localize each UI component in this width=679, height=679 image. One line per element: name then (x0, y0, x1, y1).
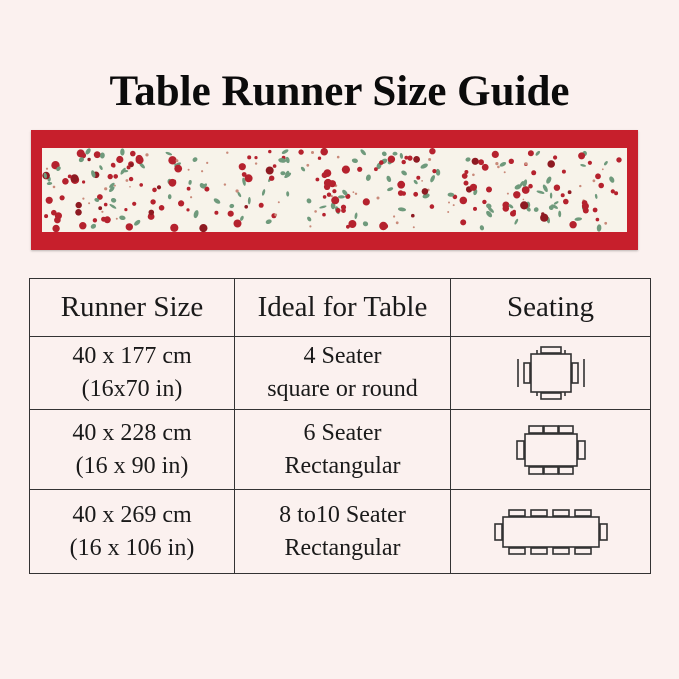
pattern-motif (331, 196, 339, 204)
pattern-motif (82, 198, 84, 200)
pattern-motif (266, 167, 274, 175)
pattern-motif (582, 203, 589, 210)
pattern-motif (224, 183, 226, 185)
table-row (30, 410, 651, 490)
pattern-motif (550, 193, 552, 199)
pattern-motif (413, 192, 418, 197)
pattern-motif (94, 151, 101, 158)
pattern-motif (540, 214, 548, 222)
table-row (30, 337, 651, 410)
pattern-motif (130, 151, 136, 157)
pattern-motif (169, 179, 177, 187)
pattern-motif (187, 187, 191, 191)
pattern-motif (87, 158, 90, 161)
pattern-motif (178, 200, 184, 206)
pattern-motif (116, 218, 118, 220)
page-title: Table Runner Size Guide (109, 68, 570, 115)
pattern-motif (79, 222, 86, 229)
pattern-motif (201, 170, 203, 172)
pattern-motif (497, 166, 500, 169)
ideal-line-2: Rectangular (284, 452, 401, 479)
pattern-motif (53, 186, 56, 189)
size-cm: 40 x 177 cm (72, 343, 192, 369)
pattern-motif (242, 172, 247, 177)
pattern-motif (341, 205, 346, 210)
pattern-motif (68, 175, 72, 179)
pattern-motif (348, 220, 356, 228)
runner-size-cell (30, 337, 235, 410)
pattern-motif (578, 152, 585, 159)
pattern-motif (206, 162, 208, 164)
pattern-motif (593, 208, 598, 213)
pattern-motif (482, 200, 486, 204)
pattern-motif (402, 160, 406, 164)
ideal-table-cell (235, 337, 451, 410)
pattern-motif (244, 205, 248, 209)
pattern-motif (413, 226, 415, 228)
pattern-motif (274, 214, 277, 217)
eight-seat-rectangular-table-icon (491, 507, 611, 557)
seating-cell (451, 490, 651, 574)
pattern-motif (478, 159, 484, 165)
pattern-motif (421, 180, 423, 182)
pattern-motif (332, 189, 336, 193)
pattern-motif (355, 193, 357, 195)
ideal-table-cell (235, 410, 451, 490)
six-seat-rectangular-table-icon (513, 422, 589, 478)
pattern-motif (176, 159, 179, 162)
pattern-motif (336, 208, 341, 213)
size-cm: 40 x 269 cm (72, 501, 192, 528)
pattern-motif (614, 191, 618, 195)
pattern-motif (430, 204, 435, 209)
pattern-motif (428, 158, 431, 161)
pattern-motif (596, 218, 600, 222)
pattern-motif (513, 191, 520, 198)
pattern-motif (170, 224, 178, 232)
pattern-motif (247, 155, 251, 159)
table-header-row (30, 279, 651, 337)
pattern-motif (126, 179, 129, 182)
pattern-motif (604, 222, 607, 225)
pattern-motif (150, 199, 155, 204)
pattern-motif (228, 211, 234, 217)
pattern-motif (149, 210, 155, 216)
pattern-motif (374, 167, 378, 171)
pattern-motif (472, 158, 479, 165)
pattern-motif (127, 165, 131, 169)
pattern-motif (393, 152, 398, 156)
pattern-motif (139, 183, 143, 187)
pattern-motif (136, 155, 143, 162)
pattern-motif (595, 173, 601, 179)
runner-size-cell (30, 490, 235, 574)
pattern-motif (553, 155, 557, 159)
pattern-motif (602, 168, 604, 170)
pattern-motif (108, 174, 113, 179)
size-in: (16 x 106 in) (69, 534, 195, 561)
pattern-motif (190, 196, 192, 198)
pattern-motif (75, 209, 82, 216)
pattern-motif (448, 202, 450, 204)
pattern-motif (269, 176, 274, 181)
pattern-motif (226, 152, 228, 154)
pattern-motif (598, 183, 604, 189)
pattern-motif (563, 199, 569, 205)
pattern-motif (429, 148, 435, 154)
pattern-motif (472, 174, 475, 177)
pattern-motif (278, 201, 280, 203)
pattern-motif (159, 205, 165, 211)
size-guide-table (29, 278, 651, 574)
pattern-motif (322, 213, 326, 217)
pattern-motif (353, 191, 355, 193)
pattern-motif (524, 162, 527, 165)
header-seating: Seating (451, 279, 651, 337)
ideal-line-2: Rectangular (284, 534, 401, 561)
pattern-motif (397, 181, 405, 189)
pattern-motif (214, 211, 218, 215)
ideal-table-cell (235, 490, 451, 574)
pattern-motif (363, 198, 370, 205)
table-row (30, 490, 651, 574)
pattern-motif (174, 165, 182, 173)
ideal-line-1: 6 Seater (303, 419, 382, 446)
pattern-motif (62, 178, 69, 185)
pattern-motif (486, 187, 492, 193)
pattern-motif (255, 162, 257, 164)
pattern-motif (259, 203, 264, 208)
pattern-motif (199, 224, 207, 232)
pattern-motif (98, 206, 102, 210)
pattern-motif (464, 181, 469, 186)
pattern-motif (168, 156, 176, 164)
pattern-motif (320, 148, 328, 156)
pattern-motif (126, 223, 133, 230)
size-in: (16 x 90 in) (75, 452, 189, 479)
four-seat-square-table-icon (515, 342, 587, 404)
pattern-motif (401, 191, 406, 196)
pattern-motif (504, 171, 506, 173)
pattern-motif (132, 202, 136, 206)
pattern-motif (280, 171, 285, 175)
pattern-motif (422, 188, 429, 195)
pattern-motif (236, 189, 239, 192)
pattern-motif (616, 157, 621, 162)
pattern-motif (129, 177, 133, 181)
pattern-motif (60, 195, 65, 200)
pattern-motif (157, 185, 161, 189)
pattern-motif (168, 194, 172, 199)
pattern-motif (470, 184, 477, 191)
pattern-motif (357, 167, 362, 172)
header-runner-size: Runner Size (30, 279, 235, 337)
pattern-motif (55, 212, 62, 219)
pattern-motif (512, 210, 516, 214)
pattern-motif (234, 220, 242, 228)
pattern-motif (152, 188, 157, 193)
pattern-motif (377, 197, 380, 200)
pattern-motif (239, 163, 246, 170)
pattern-motif (460, 219, 466, 225)
pattern-motif (337, 156, 340, 159)
pattern-motif (531, 170, 536, 175)
pattern-motif (593, 179, 596, 182)
header-ideal-for-table: Ideal for Table (235, 279, 451, 337)
pattern-motif (311, 151, 314, 154)
pattern-motif (379, 222, 387, 230)
pattern-motif (561, 193, 565, 197)
pattern-motif (298, 149, 303, 154)
pattern-motif (331, 195, 333, 197)
pattern-motif (113, 174, 118, 179)
pattern-motif (509, 159, 514, 164)
pattern-motif (129, 186, 131, 188)
pattern-motif (324, 179, 332, 187)
pattern-motif (46, 168, 48, 170)
pattern-motif (254, 156, 257, 159)
pattern-motif (82, 180, 85, 183)
ideal-line-1: 4 Seater (303, 343, 382, 369)
pattern-motif (379, 160, 384, 165)
seating-cell (451, 337, 651, 410)
pattern-motif (453, 204, 455, 206)
pattern-motif (324, 169, 332, 177)
pattern-motif (411, 214, 415, 218)
ideal-line-2: square or round (267, 376, 418, 402)
pattern-motif (407, 156, 412, 161)
floral-runner-pattern (31, 130, 638, 250)
pattern-motif (492, 151, 499, 158)
pattern-motif (464, 170, 468, 174)
pattern-motif (93, 218, 97, 222)
pattern-motif (432, 169, 436, 173)
pattern-motif (388, 156, 395, 163)
pattern-motif (44, 214, 48, 218)
pattern-motif (473, 207, 477, 211)
pattern-motif (70, 174, 78, 182)
pattern-motif (309, 225, 311, 227)
pattern-motif (523, 199, 525, 201)
pattern-motif (76, 202, 82, 208)
pattern-motif (124, 208, 127, 211)
pattern-motif (413, 156, 420, 163)
table-runner-image (31, 130, 638, 250)
pattern-motif (318, 157, 321, 160)
pattern-motif (416, 176, 420, 180)
pattern-motif (316, 178, 320, 182)
pattern-motif (460, 197, 468, 205)
pattern-motif (520, 201, 528, 209)
pattern-motif (186, 208, 189, 211)
pattern-motif (112, 164, 116, 168)
pattern-motif (104, 203, 108, 207)
pattern-motif (52, 225, 59, 232)
pattern-motif (569, 221, 576, 228)
pattern-motif (342, 166, 350, 174)
pattern-motif (104, 216, 111, 223)
pattern-motif (88, 202, 90, 204)
pattern-motif (393, 215, 395, 217)
pattern-motif (101, 211, 103, 213)
pattern-motif (314, 210, 317, 213)
pattern-motif (503, 205, 510, 212)
pattern-motif (568, 190, 572, 194)
pattern-motif (528, 150, 534, 156)
pattern-motif (507, 193, 509, 195)
pattern-motif (588, 161, 592, 165)
pattern-motif (482, 164, 489, 171)
pattern-motif (323, 195, 327, 199)
pattern-motif (562, 170, 566, 174)
pattern-motif (495, 162, 498, 165)
ideal-line-1: 8 to10 Seater (279, 501, 406, 528)
pattern-motif (104, 187, 107, 190)
pattern-motif (447, 211, 449, 213)
pattern-motif (188, 169, 190, 171)
pattern-motif (547, 160, 555, 168)
size-in: (16x70 in) (81, 376, 183, 402)
pattern-motif (579, 185, 581, 187)
pattern-motif (306, 164, 309, 167)
seating-cell (451, 410, 651, 490)
pattern-motif (522, 186, 530, 194)
pattern-motif (268, 150, 271, 153)
pattern-motif (145, 153, 148, 156)
pattern-motif (116, 156, 123, 163)
runner-size-cell (30, 410, 235, 490)
pattern-motif (273, 164, 277, 168)
pattern-motif (396, 221, 399, 224)
pattern-motif (46, 197, 53, 204)
size-cm: 40 x 228 cm (72, 419, 192, 446)
pattern-motif (554, 185, 560, 191)
